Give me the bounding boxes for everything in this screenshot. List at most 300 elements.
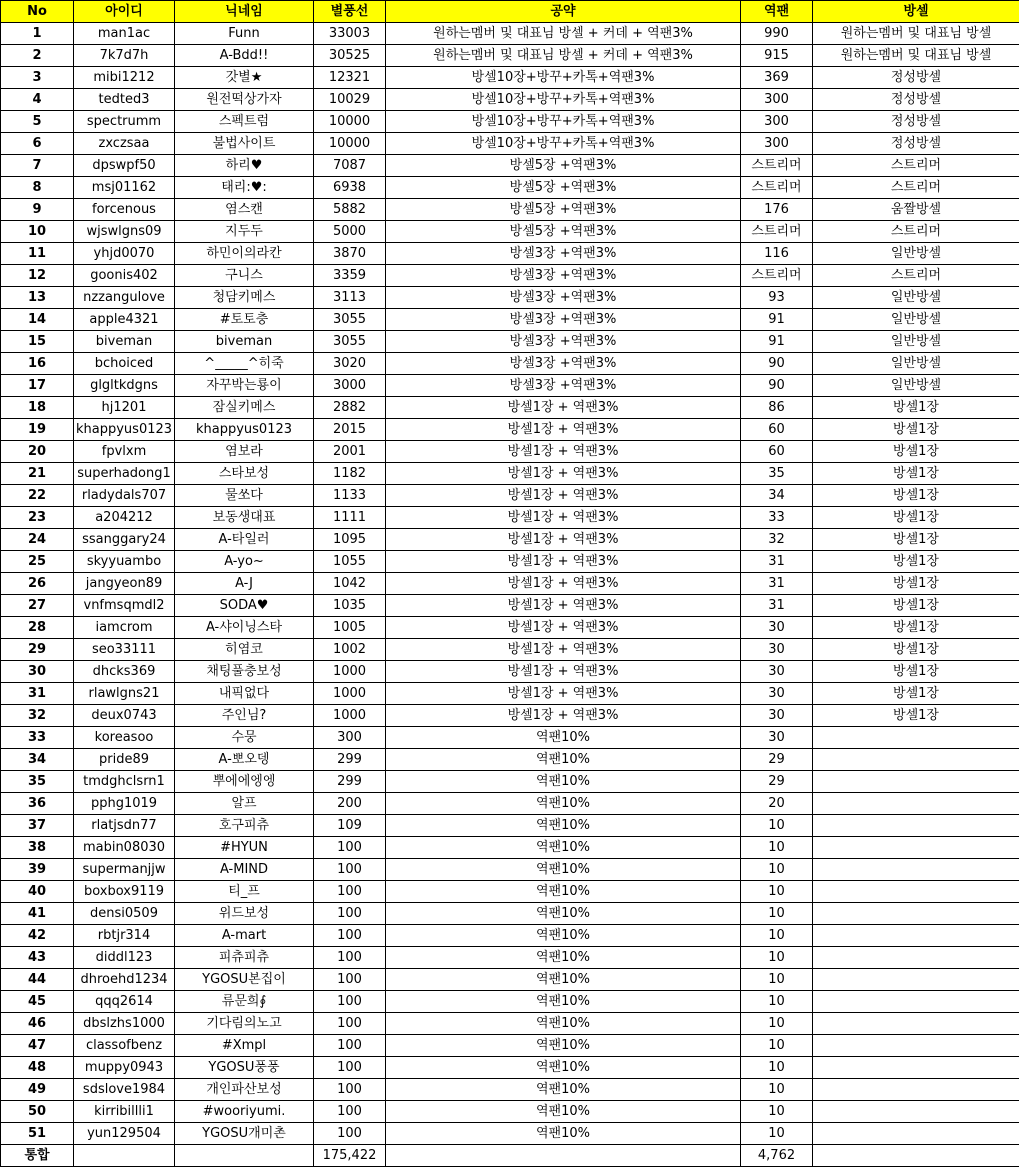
cell-no: 20 [1, 441, 74, 463]
cell-id: msj01162 [74, 177, 175, 199]
cell-id: zxczsaa [74, 133, 175, 155]
table-row [1, 1035, 1019, 1057]
cell-balloons: 2015 [314, 419, 386, 441]
header-balloons: 별풍선 [314, 1, 386, 23]
cell-no: 51 [1, 1123, 74, 1145]
cell-broadcast-cell: 방셀1장 [813, 683, 1019, 705]
cell-broadcast-cell: 방셀1장 [813, 595, 1019, 617]
cell-id: dhcks369 [74, 661, 175, 683]
cell-pledge: 방셀10장+방꾸+카톡+역팬3% [386, 111, 741, 133]
cell-reverse-fan: 60 [741, 419, 813, 441]
table-row [1, 925, 1019, 947]
cell-no: 48 [1, 1057, 74, 1079]
cell-balloons: 3113 [314, 287, 386, 309]
cell-nickname: 염보라 [175, 441, 314, 463]
cell-pledge: 방셀1장 + 역팬3% [386, 573, 741, 595]
cell-id: mibi1212 [74, 67, 175, 89]
table-row [1, 969, 1019, 991]
cell-no: 42 [1, 925, 74, 947]
cell-nickname: 위드보성 [175, 903, 314, 925]
cell-reverse-fan: 10 [741, 1101, 813, 1123]
cell-id: seo33111 [74, 639, 175, 661]
cell-broadcast-cell: 일반방셀 [813, 331, 1019, 353]
cell-no: 30 [1, 661, 74, 683]
header-reverse-fan: 역팬 [741, 1, 813, 23]
cell-broadcast-cell: 방셀1장 [813, 419, 1019, 441]
cell-balloons: 2001 [314, 441, 386, 463]
table-row [1, 397, 1019, 419]
cell-nickname: 자꾸박는룡이 [175, 375, 314, 397]
cell-pledge: 역팬10% [386, 1013, 741, 1035]
cell-no: 45 [1, 991, 74, 1013]
cell-id: densi0509 [74, 903, 175, 925]
cell-reverse-fan: 60 [741, 441, 813, 463]
cell-id: forcenous [74, 199, 175, 221]
table-row [1, 683, 1019, 705]
cell-balloons: 5000 [314, 221, 386, 243]
cell-balloons: 3055 [314, 331, 386, 353]
cell-id: dbslzhs1000 [74, 1013, 175, 1035]
cell-pledge: 역팬10% [386, 1123, 741, 1145]
cell-pledge: 역팬10% [386, 1057, 741, 1079]
table-row [1, 617, 1019, 639]
cell-reverse-fan: 10 [741, 1079, 813, 1101]
cell-no: 49 [1, 1079, 74, 1101]
cell-nickname: #wooriyumi. [175, 1101, 314, 1123]
table-row [1, 881, 1019, 903]
cell-pledge: 역팬10% [386, 749, 741, 771]
cell-balloons: 100 [314, 1035, 386, 1057]
cell-pledge: 방셀1장 + 역팬3% [386, 705, 741, 727]
cell-balloons: 1002 [314, 639, 386, 661]
cell-no: 13 [1, 287, 74, 309]
cell-nickname: A-타일러 [175, 529, 314, 551]
cell-pledge: 방셀3장 +역팬3% [386, 287, 741, 309]
cell-nickname: A-yo~ [175, 551, 314, 573]
cell-nickname: YGOSU개미촌 [175, 1123, 314, 1145]
cell-balloons: 10029 [314, 89, 386, 111]
cell-broadcast-cell [813, 1101, 1019, 1123]
cell-no: 1 [1, 23, 74, 45]
cell-pledge: 역팬10% [386, 1035, 741, 1057]
cell-no: 32 [1, 705, 74, 727]
cell-nickname: 기다림의노고 [175, 1013, 314, 1035]
cell-pledge: 방셀1장 + 역팬3% [386, 639, 741, 661]
total-reverse-fan: 4,762 [741, 1145, 813, 1167]
cell-pledge: 역팬10% [386, 771, 741, 793]
cell-no: 3 [1, 67, 74, 89]
cell-id: dhroehd1234 [74, 969, 175, 991]
table-row [1, 45, 1019, 67]
table-row [1, 265, 1019, 287]
cell-pledge: 방셀3장 +역팬3% [386, 353, 741, 375]
cell-balloons: 299 [314, 771, 386, 793]
cell-pledge: 역팬10% [386, 727, 741, 749]
cell-nickname: A-샤이닝스타 [175, 617, 314, 639]
cell-id: yun129504 [74, 1123, 175, 1145]
cell-broadcast-cell: 원하는멤버 및 대표님 방셀 [813, 23, 1019, 45]
cell-reverse-fan: 스트리머 [741, 177, 813, 199]
cell-pledge: 방셀10장+방꾸+카톡+역팬3% [386, 67, 741, 89]
cell-id: jangyeon89 [74, 573, 175, 595]
cell-broadcast-cell: 방셀1장 [813, 463, 1019, 485]
cell-reverse-fan: 90 [741, 375, 813, 397]
cell-id: kirribillli1 [74, 1101, 175, 1123]
cell-balloons: 200 [314, 793, 386, 815]
header-nickname: 닉네임 [175, 1, 314, 23]
cell-pledge: 역팬10% [386, 859, 741, 881]
table-row [1, 67, 1019, 89]
table-header [1, 1, 1019, 23]
cell-reverse-fan: 86 [741, 397, 813, 419]
cell-no: 44 [1, 969, 74, 991]
cell-broadcast-cell: 스트리머 [813, 265, 1019, 287]
cell-reverse-fan: 29 [741, 749, 813, 771]
cell-balloons: 3870 [314, 243, 386, 265]
cell-nickname: 스펙트럼 [175, 111, 314, 133]
cell-id: 7k7d7h [74, 45, 175, 67]
cell-nickname: 개인파산보성 [175, 1079, 314, 1101]
cell-nickname: 알프 [175, 793, 314, 815]
cell-balloons: 299 [314, 749, 386, 771]
cell-pledge: 방셀1장 + 역팬3% [386, 397, 741, 419]
cell-balloons: 1111 [314, 507, 386, 529]
cell-balloons: 1182 [314, 463, 386, 485]
table-row [1, 1013, 1019, 1035]
cell-nickname: khappyus0123 [175, 419, 314, 441]
header-no: No [1, 1, 74, 23]
cell-no: 19 [1, 419, 74, 441]
cell-reverse-fan: 10 [741, 903, 813, 925]
cell-id: goonis402 [74, 265, 175, 287]
cell-nickname: 뿌에에엥엥 [175, 771, 314, 793]
cell-id: qqq2614 [74, 991, 175, 1013]
table-row [1, 309, 1019, 331]
cell-nickname: 하리♥ [175, 155, 314, 177]
table-row [1, 177, 1019, 199]
cell-broadcast-cell: 스트리머 [813, 221, 1019, 243]
cell-reverse-fan: 34 [741, 485, 813, 507]
cell-pledge: 방셀1장 + 역팬3% [386, 463, 741, 485]
table-row [1, 903, 1019, 925]
table-row [1, 551, 1019, 573]
cell-reverse-fan: 31 [741, 595, 813, 617]
cell-reverse-fan: 10 [741, 1123, 813, 1145]
cell-nickname: 스타보성 [175, 463, 314, 485]
cell-nickname: 보동생대표 [175, 507, 314, 529]
table-row [1, 573, 1019, 595]
cell-balloons: 12321 [314, 67, 386, 89]
cell-nickname: 주인님? [175, 705, 314, 727]
cell-pledge: 방셀1장 + 역팬3% [386, 529, 741, 551]
cell-pledge: 역팬10% [386, 947, 741, 969]
table-row [1, 793, 1019, 815]
table-row [1, 595, 1019, 617]
cell-balloons: 3055 [314, 309, 386, 331]
table-row [1, 287, 1019, 309]
cell-nickname: 잠실키메스 [175, 397, 314, 419]
cell-balloons: 1000 [314, 661, 386, 683]
cell-broadcast-cell: 방셀1장 [813, 551, 1019, 573]
cell-no: 2 [1, 45, 74, 67]
cell-balloons: 3000 [314, 375, 386, 397]
cell-reverse-fan: 91 [741, 331, 813, 353]
table-row [1, 859, 1019, 881]
cell-nickname: A-뽀오뎅 [175, 749, 314, 771]
table-row [1, 1123, 1019, 1145]
table-row [1, 89, 1019, 111]
cell-broadcast-cell: 일반방셀 [813, 375, 1019, 397]
header-broadcast-cell: 방셀 [813, 1, 1019, 23]
cell-nickname: 염스캔 [175, 199, 314, 221]
cell-reverse-fan: 30 [741, 639, 813, 661]
table-row [1, 529, 1019, 551]
cell-balloons: 100 [314, 969, 386, 991]
cell-pledge: 역팬10% [386, 903, 741, 925]
cell-balloons: 6938 [314, 177, 386, 199]
cell-pledge: 방셀1장 + 역팬3% [386, 507, 741, 529]
cell-no: 46 [1, 1013, 74, 1035]
cell-pledge: 방셀3장 +역팬3% [386, 265, 741, 287]
cell-reverse-fan: 10 [741, 969, 813, 991]
cell-balloons: 100 [314, 1123, 386, 1145]
cell-nickname: 갓별★ [175, 67, 314, 89]
cell-broadcast-cell: 방셀1장 [813, 705, 1019, 727]
cell-broadcast-cell [813, 1013, 1019, 1035]
cell-pledge: 역팬10% [386, 815, 741, 837]
cell-reverse-fan: 32 [741, 529, 813, 551]
cell-reverse-fan: 300 [741, 133, 813, 155]
cell-no: 9 [1, 199, 74, 221]
cell-no: 18 [1, 397, 74, 419]
cell-nickname: A-J [175, 573, 314, 595]
cell-pledge: 방셀1장 + 역팬3% [386, 441, 741, 463]
cell-broadcast-cell: 방셀1장 [813, 639, 1019, 661]
cell-no: 24 [1, 529, 74, 551]
cell-broadcast-cell [813, 947, 1019, 969]
table-row [1, 1057, 1019, 1079]
cell-pledge: 방셀3장 +역팬3% [386, 309, 741, 331]
cell-pledge: 원하는멤버 및 대표님 방셀 + 커데 + 역팬3% [386, 23, 741, 45]
cell-reverse-fan: 30 [741, 727, 813, 749]
cell-balloons: 30525 [314, 45, 386, 67]
cell-broadcast-cell: 방셀1장 [813, 529, 1019, 551]
table-row [1, 1079, 1019, 1101]
cell-pledge: 역팬10% [386, 1079, 741, 1101]
cell-broadcast-cell [813, 1035, 1019, 1057]
cell-id: tmdghclsrn1 [74, 771, 175, 793]
cell-pledge: 방셀3장 +역팬3% [386, 243, 741, 265]
cell-id: classofbenz [74, 1035, 175, 1057]
header-pledge: 공약 [386, 1, 741, 23]
cell-id: khappyus0123 [74, 419, 175, 441]
cell-no: 8 [1, 177, 74, 199]
cell-no: 43 [1, 947, 74, 969]
table-row [1, 463, 1019, 485]
table-row [1, 155, 1019, 177]
cell-broadcast-cell [813, 1123, 1019, 1145]
table-row [1, 661, 1019, 683]
cell-id: bchoiced [74, 353, 175, 375]
cell-id: a204212 [74, 507, 175, 529]
cell-nickname: ^_____^히죽 [175, 353, 314, 375]
cell-nickname: 태리:♥: [175, 177, 314, 199]
cell-reverse-fan: 300 [741, 89, 813, 111]
cell-no: 11 [1, 243, 74, 265]
cell-nickname: #Xmpl [175, 1035, 314, 1057]
table-row [1, 991, 1019, 1013]
cell-pledge: 방셀5장 +역팬3% [386, 177, 741, 199]
cell-balloons: 300 [314, 727, 386, 749]
cell-reverse-fan: 10 [741, 1057, 813, 1079]
cell-id: deux0743 [74, 705, 175, 727]
cell-id: iamcrom [74, 617, 175, 639]
cell-id: yhjd0070 [74, 243, 175, 265]
cell-broadcast-cell: 정성방셀 [813, 133, 1019, 155]
cell-nickname: Funn [175, 23, 314, 45]
cell-balloons: 1095 [314, 529, 386, 551]
cell-reverse-fan: 915 [741, 45, 813, 67]
cell-id: koreasoo [74, 727, 175, 749]
cell-balloons: 100 [314, 1079, 386, 1101]
table-row [1, 485, 1019, 507]
cell-id: fpvlxm [74, 441, 175, 463]
cell-reverse-fan: 30 [741, 705, 813, 727]
cell-balloons: 100 [314, 881, 386, 903]
cell-reverse-fan: 33 [741, 507, 813, 529]
total-pledge-empty [386, 1145, 741, 1167]
cell-no: 27 [1, 595, 74, 617]
cell-no: 17 [1, 375, 74, 397]
cell-no: 35 [1, 771, 74, 793]
table-row [1, 419, 1019, 441]
cell-no: 39 [1, 859, 74, 881]
cell-nickname: 히염코 [175, 639, 314, 661]
cell-id: skyyuambo [74, 551, 175, 573]
cell-nickname: A-Bdd!! [175, 45, 314, 67]
cell-pledge: 방셀1장 + 역팬3% [386, 551, 741, 573]
cell-nickname: 지두두 [175, 221, 314, 243]
cell-reverse-fan: 20 [741, 793, 813, 815]
table-row [1, 23, 1019, 45]
cell-id: nzzangulove [74, 287, 175, 309]
cell-nickname: 티_프 [175, 881, 314, 903]
cell-broadcast-cell [813, 771, 1019, 793]
cell-pledge: 방셀3장 +역팬3% [386, 331, 741, 353]
cell-pledge: 역팬10% [386, 881, 741, 903]
table-row [1, 705, 1019, 727]
cell-nickname: 구니스 [175, 265, 314, 287]
cell-no: 29 [1, 639, 74, 661]
cell-balloons: 7087 [314, 155, 386, 177]
cell-reverse-fan: 10 [741, 837, 813, 859]
cell-id: apple4321 [74, 309, 175, 331]
cell-broadcast-cell [813, 969, 1019, 991]
total-row [1, 1145, 1019, 1167]
cell-id: superhadong1 [74, 463, 175, 485]
cell-id: mabin08030 [74, 837, 175, 859]
cell-broadcast-cell: 방셀1장 [813, 617, 1019, 639]
cell-broadcast-cell [813, 881, 1019, 903]
cell-reverse-fan: 10 [741, 1035, 813, 1057]
cell-balloons: 1005 [314, 617, 386, 639]
cell-pledge: 방셀5장 +역팬3% [386, 221, 741, 243]
table-row [1, 815, 1019, 837]
cell-no: 25 [1, 551, 74, 573]
cell-reverse-fan: 스트리머 [741, 221, 813, 243]
cell-nickname: 하민이의라칸 [175, 243, 314, 265]
cell-broadcast-cell [813, 925, 1019, 947]
cell-nickname: YGOSU풍풍 [175, 1057, 314, 1079]
table-row [1, 111, 1019, 133]
cell-pledge: 방셀10장+방꾸+카톡+역팬3% [386, 133, 741, 155]
table-row [1, 639, 1019, 661]
cell-nickname: 청담키메스 [175, 287, 314, 309]
cell-balloons: 100 [314, 1013, 386, 1035]
cell-balloons: 100 [314, 903, 386, 925]
total-cell-empty [813, 1145, 1019, 1167]
cell-nickname: 물쏘다 [175, 485, 314, 507]
cell-pledge: 역팬10% [386, 793, 741, 815]
cell-balloons: 1042 [314, 573, 386, 595]
cell-nickname: 원전떡상가자 [175, 89, 314, 111]
cell-nickname: SODA♥ [175, 595, 314, 617]
cell-balloons: 1000 [314, 683, 386, 705]
cell-nickname: 수뭉 [175, 727, 314, 749]
cell-broadcast-cell: 움짤방셀 [813, 199, 1019, 221]
cell-no: 22 [1, 485, 74, 507]
cell-broadcast-cell [813, 793, 1019, 815]
cell-balloons: 1055 [314, 551, 386, 573]
cell-id: pphg1019 [74, 793, 175, 815]
cell-pledge: 방셀1장 + 역팬3% [386, 661, 741, 683]
cell-pledge: 방셀1장 + 역팬3% [386, 683, 741, 705]
cell-nickname: YGOSU본집이 [175, 969, 314, 991]
cell-no: 38 [1, 837, 74, 859]
table-row [1, 727, 1019, 749]
cell-reverse-fan: 300 [741, 111, 813, 133]
cell-broadcast-cell [813, 815, 1019, 837]
cell-reverse-fan: 176 [741, 199, 813, 221]
cell-no: 16 [1, 353, 74, 375]
cell-reverse-fan: 30 [741, 683, 813, 705]
cell-broadcast-cell [813, 991, 1019, 1013]
cell-pledge: 역팬10% [386, 925, 741, 947]
cell-broadcast-cell: 정성방셀 [813, 67, 1019, 89]
cell-no: 28 [1, 617, 74, 639]
total-nick-empty [175, 1145, 314, 1167]
cell-broadcast-cell: 일반방셀 [813, 287, 1019, 309]
cell-reverse-fan: 91 [741, 309, 813, 331]
cell-id: hj1201 [74, 397, 175, 419]
cell-balloons: 100 [314, 859, 386, 881]
cell-id: spectrumm [74, 111, 175, 133]
cell-reverse-fan: 90 [741, 353, 813, 375]
cell-balloons: 100 [314, 1101, 386, 1123]
cell-reverse-fan: 10 [741, 881, 813, 903]
cell-id: sdslove1984 [74, 1079, 175, 1101]
cell-broadcast-cell: 일반방셀 [813, 309, 1019, 331]
cell-reverse-fan: 29 [741, 771, 813, 793]
cell-broadcast-cell [813, 1079, 1019, 1101]
cell-broadcast-cell: 일반방셀 [813, 243, 1019, 265]
cell-broadcast-cell [813, 727, 1019, 749]
cell-reverse-fan: 30 [741, 661, 813, 683]
cell-id: biveman [74, 331, 175, 353]
table-row [1, 947, 1019, 969]
cell-no: 40 [1, 881, 74, 903]
cell-broadcast-cell: 정성방셀 [813, 89, 1019, 111]
